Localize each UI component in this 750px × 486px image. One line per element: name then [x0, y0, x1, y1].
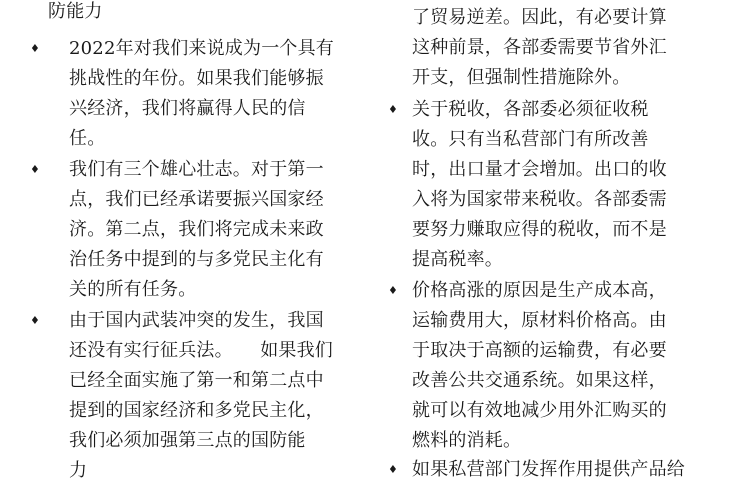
list-item-line: 如果私营部门发挥作用提供产品给: [412, 459, 685, 480]
list-item-line: 改善公共交通系统。如果这样，: [412, 370, 667, 391]
list-item-line: 由于国内武装冲突的发生，我国: [69, 310, 324, 331]
bullet-icon: ♦: [388, 284, 398, 297]
list-item-line: 关于税收，各部委必须征收税: [412, 99, 649, 120]
list-item-line: 提高税率。: [412, 249, 503, 270]
list-item-line: 要努力赚取应得的税收，而不是: [412, 219, 667, 240]
list-item-line: 2022年对我们来说成为一个具有: [69, 38, 335, 59]
list-item-line: 任。: [69, 128, 106, 149]
list-item-line: 提到的国家经济和多党民主化，: [69, 400, 324, 421]
list-item-line: 兴经济，我们将赢得人民的信: [69, 98, 306, 119]
continuation-text: 防能力: [48, 1, 103, 22]
list-item-line: 挑战性的年份。如果我们能够振: [69, 68, 324, 89]
list-item-line: 已经全面实施了第一和第二点中: [69, 370, 324, 391]
bullet-icon: ♦: [30, 42, 40, 55]
list-item-line: 于取决于高额的运输费，有必要: [412, 340, 667, 361]
list-item-line: 关的所有任务。: [69, 279, 197, 300]
list-item-line: 点，我们已经承诺要振兴国家经: [69, 189, 324, 210]
list-item-line: 燃料的消耗。: [412, 430, 522, 451]
list-item-line: 我们必须加强第三点的国防能: [69, 430, 306, 451]
bullet-icon: ♦: [388, 103, 398, 116]
list-item-line: 收。只有当私营部门有所改善: [412, 129, 649, 150]
bullet-icon: ♦: [30, 163, 40, 176]
continuation-text: 了贸易逆差。因此，有必要计算: [412, 7, 667, 28]
continuation-text: 开支，但强制性措施除外。: [412, 67, 631, 88]
list-item-line: 力: [69, 460, 88, 481]
list-item-line: 就可以有效地减少用外汇购买的: [412, 400, 667, 421]
list-item-line: 治任务中提到的与多党民主化有: [69, 249, 324, 270]
bullet-icon: ♦: [388, 463, 398, 476]
list-item-line: 时，出口量才会增加。出口的收: [412, 159, 667, 180]
list-item-line: 价格高涨的原因是生产成本高，: [412, 280, 667, 301]
list-item-line: 入将为国家带来税收。各部委需: [412, 189, 667, 210]
list-item-line: 济。第二点，我们将完成未来政: [69, 219, 324, 240]
continuation-text: 这种前景，各部委需要节省外汇: [412, 37, 667, 58]
list-item-line: 我们有三个雄心壮志。对于第一: [69, 159, 324, 180]
list-item-line: 运输费用大，原材料价格高。由: [412, 310, 667, 331]
bullet-icon: ♦: [30, 314, 40, 327]
list-item-line: 还没有实行征兵法。 如果我们: [69, 340, 333, 361]
